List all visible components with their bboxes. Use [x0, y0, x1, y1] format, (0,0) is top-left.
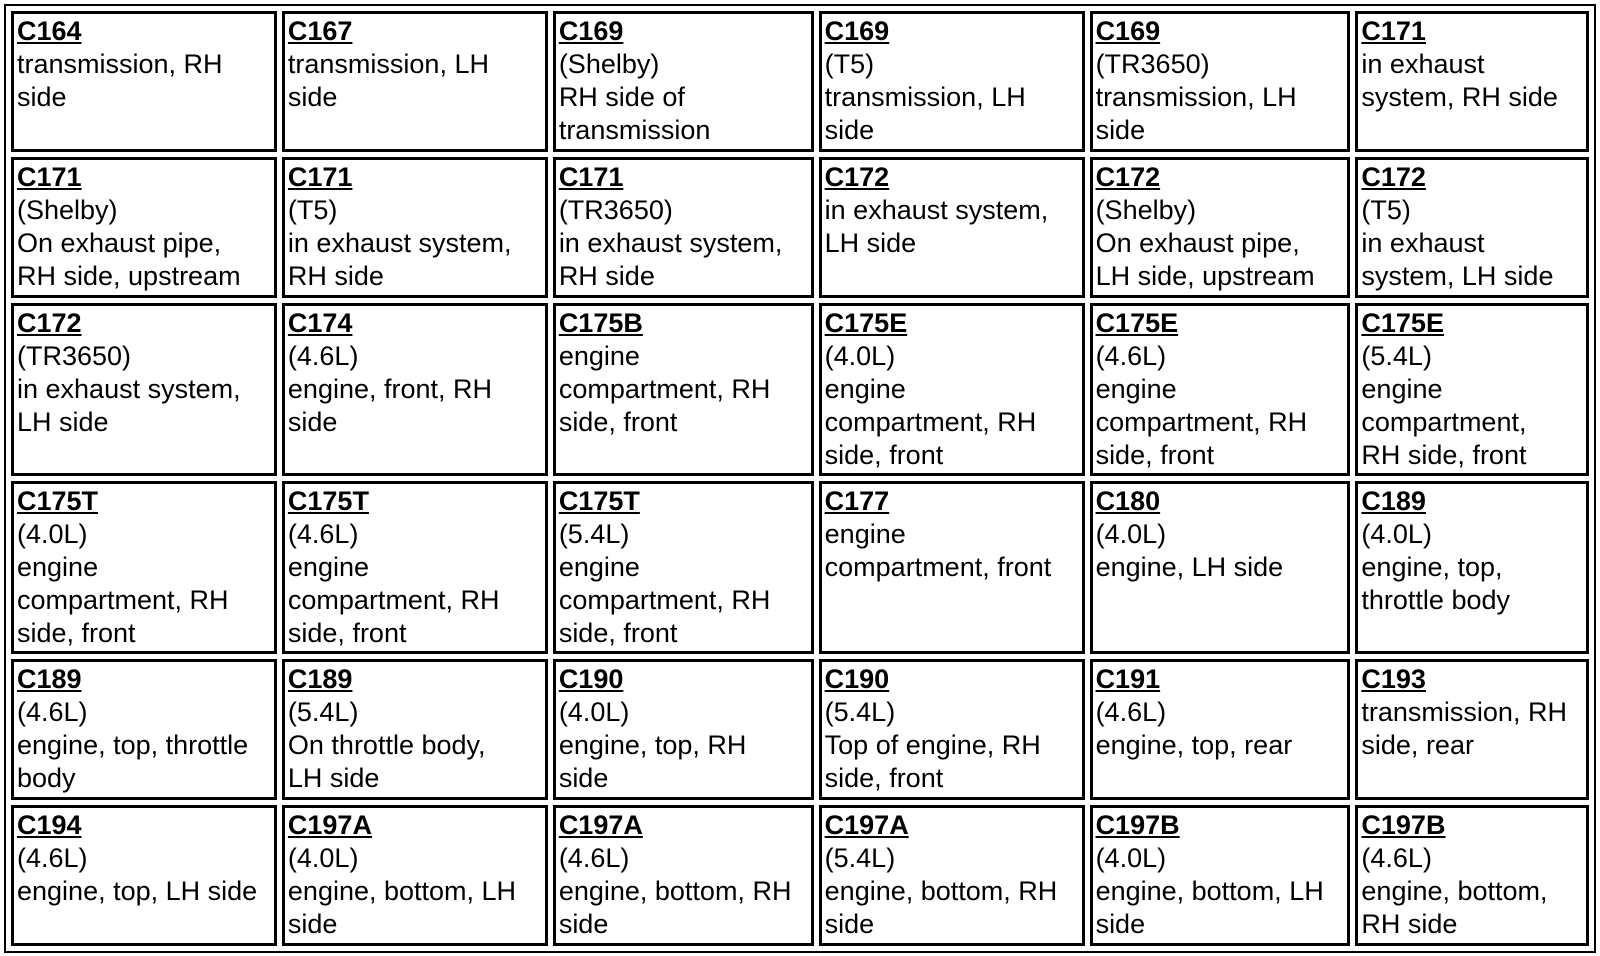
- location-text: transmission: [558, 115, 711, 145]
- location-text: system, LH side: [1361, 261, 1554, 291]
- location-text: side: [558, 909, 609, 939]
- location-text: throttle body: [1361, 585, 1510, 615]
- location-text: side: [17, 82, 67, 112]
- connector-cell: [819, 805, 1085, 946]
- connector-cell: [553, 303, 814, 476]
- location-text: engine: [17, 552, 99, 582]
- location-text: engine: [824, 519, 906, 549]
- location-text: engine: [558, 552, 640, 582]
- location-text: side, front: [558, 618, 678, 648]
- location-text: (4.6L): [1361, 843, 1432, 873]
- connector-code: C197A: [558, 810, 643, 840]
- connector-cell: [282, 303, 548, 476]
- location-text: RH side: [558, 261, 655, 291]
- location-text: engine, bottom, LH: [287, 876, 517, 906]
- connector-code: C172: [1361, 162, 1426, 192]
- connector-cell: [553, 805, 814, 946]
- location-text: (5.4L): [287, 697, 359, 727]
- location-text: side, front: [558, 407, 678, 437]
- connector-code: C171: [17, 162, 82, 192]
- connector-code: C164: [17, 16, 82, 46]
- location-text: in exhaust system,: [287, 228, 512, 258]
- location-text: (T5): [1361, 195, 1411, 225]
- location-text: (4.6L): [287, 341, 359, 371]
- location-text: compartment, RH: [1095, 407, 1308, 437]
- location-text: RH side: [1361, 909, 1458, 939]
- location-text: side, front: [824, 763, 944, 793]
- connector-cell: [1355, 805, 1589, 946]
- location-text: engine, bottom,: [1361, 876, 1548, 906]
- connector-cell: [282, 481, 548, 654]
- location-text: engine, top, RH: [558, 730, 747, 760]
- connector-cell: [11, 481, 277, 654]
- location-text: side, front: [1095, 440, 1215, 470]
- location-text: in exhaust system,: [824, 195, 1049, 225]
- location-text: body: [17, 763, 76, 793]
- location-text: side: [824, 115, 875, 145]
- connector-cell: [282, 805, 548, 946]
- table-row: [11, 659, 1589, 800]
- location-text: engine, bottom, RH: [558, 876, 792, 906]
- location-text: (5.4L): [1361, 341, 1432, 371]
- location-text: On exhaust pipe,: [1095, 228, 1300, 258]
- location-text: Top of engine, RH: [824, 730, 1041, 760]
- connector-code: C197A: [287, 810, 372, 840]
- connector-code: C197B: [1095, 810, 1180, 840]
- connector-code: C175E: [1095, 308, 1179, 338]
- connector-code: C193: [1361, 664, 1426, 694]
- location-text: (4.0L): [558, 697, 630, 727]
- table-row: [11, 11, 1589, 152]
- connector-cell: [11, 659, 277, 800]
- location-text: (4.0L): [287, 843, 359, 873]
- location-text: (4.6L): [558, 843, 630, 873]
- connector-code: C190: [824, 664, 890, 694]
- location-text: engine, LH side: [1095, 552, 1284, 582]
- connector-cell: [553, 659, 814, 800]
- connector-cell: [553, 481, 814, 654]
- location-text: RH side of: [558, 82, 685, 112]
- location-text: (4.6L): [287, 519, 359, 549]
- connector-code: C175T: [17, 486, 99, 516]
- connector-code: C172: [1095, 162, 1161, 192]
- connector-cell: [1090, 303, 1351, 476]
- connector-code: C172: [17, 308, 82, 338]
- location-text: transmission, LH: [287, 49, 489, 79]
- location-text: (4.0L): [1095, 843, 1167, 873]
- connector-code: C169: [824, 16, 890, 46]
- location-text: in exhaust: [1361, 49, 1485, 79]
- connector-cell: [1090, 481, 1351, 654]
- connector-cell: [1090, 157, 1351, 298]
- location-text: (T5): [824, 49, 875, 79]
- location-text: side: [558, 763, 609, 793]
- connector-code: C175B: [558, 308, 643, 338]
- connector-cell: [819, 481, 1085, 654]
- connector-cell: [553, 11, 814, 152]
- location-text: (4.0L): [1095, 519, 1167, 549]
- connector-cell: [819, 303, 1085, 476]
- location-text: side: [824, 909, 875, 939]
- connector-code: C169: [558, 16, 624, 46]
- connector-code: C197B: [1361, 810, 1446, 840]
- location-text: (Shelby): [17, 195, 118, 225]
- location-text: (4.0L): [824, 341, 896, 371]
- location-text: engine, top,: [1361, 552, 1503, 582]
- location-text: engine, bottom, RH: [824, 876, 1058, 906]
- connector-cell: [819, 659, 1085, 800]
- connector-code: C191: [1095, 664, 1161, 694]
- table-row: [11, 303, 1589, 476]
- location-text: (5.4L): [558, 519, 630, 549]
- connector-cell: [11, 11, 277, 152]
- location-text: engine, top, LH side: [17, 876, 258, 906]
- connector-table-body: [11, 11, 1589, 946]
- connector-code: C180: [1095, 486, 1161, 516]
- location-text: side, front: [287, 618, 407, 648]
- location-text: LH side, upstream: [1095, 261, 1315, 291]
- location-text: engine: [558, 341, 640, 371]
- location-text: side: [287, 407, 338, 437]
- location-text: transmission, LH: [1095, 82, 1297, 112]
- connector-cell: [11, 303, 277, 476]
- location-text: engine, top, throttle: [17, 730, 249, 760]
- table-row: [11, 157, 1589, 298]
- location-text: RH side, front: [1361, 440, 1527, 470]
- connector-code: C197A: [824, 810, 909, 840]
- connector-code: C167: [287, 16, 353, 46]
- location-text: compartment, RH: [17, 585, 229, 615]
- location-text: engine: [1095, 374, 1177, 404]
- location-text: (4.6L): [1095, 697, 1167, 727]
- location-text: RH side: [287, 261, 384, 291]
- connector-cell: [1090, 659, 1351, 800]
- location-text: (4.0L): [17, 519, 88, 549]
- location-text: side: [1095, 115, 1146, 145]
- connector-code: C175T: [287, 486, 369, 516]
- connector-code: C177: [824, 486, 890, 516]
- connector-code: C194: [17, 810, 82, 840]
- location-text: (5.4L): [824, 843, 896, 873]
- location-text: engine: [1361, 374, 1443, 404]
- location-text: side, front: [17, 618, 136, 648]
- connector-cell: [282, 157, 548, 298]
- location-text: (TR3650): [1095, 49, 1210, 79]
- location-text: compartment, front: [824, 552, 1052, 582]
- location-text: side: [287, 82, 338, 112]
- connector-cell: [819, 157, 1085, 298]
- connector-cell: [553, 157, 814, 298]
- connector-code: C174: [287, 308, 353, 338]
- connector-cell: [1090, 11, 1351, 152]
- connector-cell: [1355, 481, 1589, 654]
- location-text: (T5): [287, 195, 338, 225]
- location-text: engine: [287, 552, 369, 582]
- location-text: LH side: [824, 228, 917, 258]
- location-text: transmission, RH: [17, 49, 223, 79]
- connector-code: C175E: [824, 308, 908, 338]
- connector-cell: [1355, 659, 1589, 800]
- connector-code: C172: [824, 162, 890, 192]
- connector-cell: [1090, 805, 1351, 946]
- connector-code: C189: [287, 664, 353, 694]
- location-text: RH side, upstream: [17, 261, 241, 291]
- location-text: LH side: [17, 407, 109, 437]
- location-text: (TR3650): [17, 341, 132, 371]
- location-text: in exhaust system,: [17, 374, 241, 404]
- connector-cell: [282, 659, 548, 800]
- location-text: On throttle body,: [287, 730, 486, 760]
- connector-code: C189: [1361, 486, 1426, 516]
- location-text: On exhaust pipe,: [17, 228, 222, 258]
- location-text: (Shelby): [1095, 195, 1197, 225]
- location-text: compartment, RH: [824, 407, 1037, 437]
- connector-code: C171: [558, 162, 624, 192]
- location-text: in exhaust system,: [558, 228, 783, 258]
- connector-code: C169: [1095, 16, 1161, 46]
- location-text: compartment,: [1361, 407, 1527, 437]
- location-text: in exhaust: [1361, 228, 1485, 258]
- connector-cell: [11, 805, 277, 946]
- connector-cell: [819, 11, 1085, 152]
- connector-code: C171: [287, 162, 353, 192]
- connector-cell: [282, 11, 548, 152]
- table-row: [11, 805, 1589, 946]
- location-text: engine: [824, 374, 906, 404]
- connector-cell: [1355, 157, 1589, 298]
- location-text: (5.4L): [824, 697, 896, 727]
- location-text: side, front: [824, 440, 944, 470]
- location-text: engine, top, rear: [1095, 730, 1293, 760]
- location-text: (4.0L): [1361, 519, 1432, 549]
- connector-cell: [1355, 11, 1589, 152]
- connector-code: C175T: [558, 486, 640, 516]
- location-text: transmission, RH: [1361, 697, 1567, 727]
- location-text: compartment, RH: [287, 585, 500, 615]
- location-text: engine, front, RH: [287, 374, 493, 404]
- location-text: side: [287, 909, 338, 939]
- connector-cell: [11, 157, 277, 298]
- location-text: side, rear: [1361, 730, 1474, 760]
- connector-code: C189: [17, 664, 82, 694]
- location-text: engine, bottom, LH: [1095, 876, 1324, 906]
- location-text: transmission, LH: [824, 82, 1026, 112]
- location-text: (Shelby): [558, 49, 660, 79]
- location-text: compartment, RH: [558, 585, 771, 615]
- location-text: LH side: [287, 763, 380, 793]
- location-text: compartment, RH: [558, 374, 771, 404]
- connector-cell: [1355, 303, 1589, 476]
- location-text: (4.6L): [17, 843, 88, 873]
- connector-code: C171: [1361, 16, 1426, 46]
- location-text: (TR3650): [558, 195, 673, 225]
- table-row: [11, 481, 1589, 654]
- connector-code: C175E: [1361, 308, 1444, 338]
- location-text: (4.6L): [17, 697, 88, 727]
- connector-code: C190: [558, 664, 624, 694]
- location-text: system, RH side: [1361, 82, 1558, 112]
- connector-location-table: [4, 4, 1596, 953]
- location-text: (4.6L): [1095, 341, 1167, 371]
- location-text: side: [1095, 909, 1146, 939]
